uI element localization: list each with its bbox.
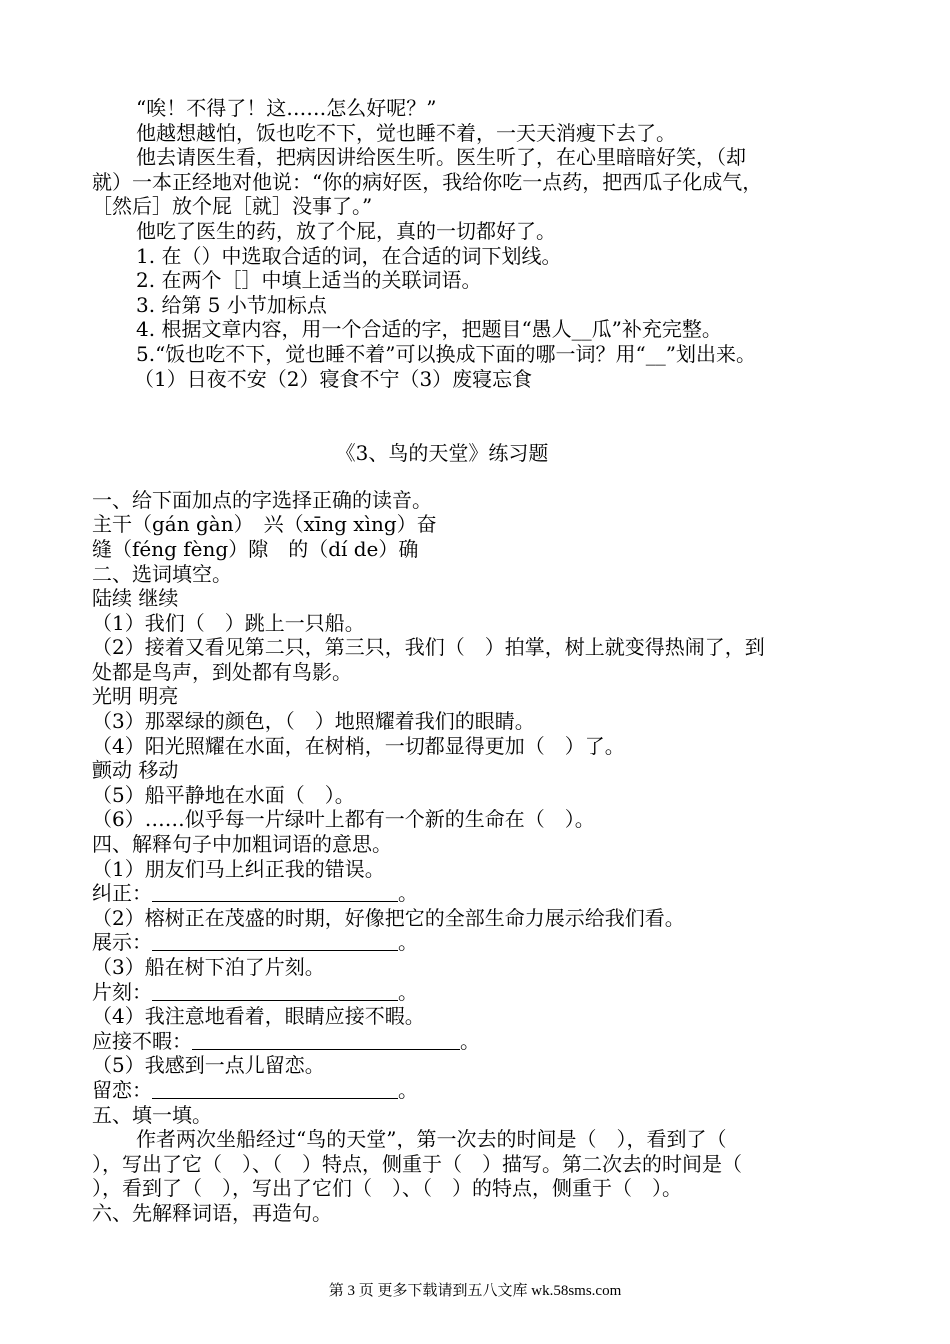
- page-footer: 第 3 页 更多下载请到五八文库 wk.58sms.com: [328, 1283, 622, 1299]
- answer-blank: [152, 932, 398, 951]
- answer-label: 应接不暇：: [92, 1028, 192, 1053]
- fill-paragraph-line: 作者两次坐船经过“鸟的天堂”，第一次去的时间是（ ），看到了（: [136, 1127, 727, 1152]
- answer-line: [92, 980, 862, 1005]
- story-line: 他吃了医生的药，放了个屁，真的一切都好了。: [136, 218, 556, 243]
- answer-period: 。: [398, 1077, 418, 1102]
- answer-period: 。: [398, 881, 418, 906]
- fill-paragraph-line: ），看到了（ ），写出了它们（ ）、（ ）的特点，侧重于（ ）。: [92, 1176, 682, 1201]
- part-heading: 四、解释句子中加粗词语的意思。: [92, 832, 392, 857]
- word-choices: 光明 明亮: [92, 684, 179, 709]
- story-line: 就）一本正经地对他说：“你的病好医，我给你吃一点药，把西瓜子化成气，: [92, 169, 763, 194]
- answer-label: 纠正：: [92, 881, 152, 906]
- answer-blank: [152, 982, 398, 1001]
- answer-line: [92, 1029, 862, 1054]
- section-title: 《3、鸟的天堂》练习题: [335, 441, 549, 466]
- document-page: [92, 96, 862, 1226]
- story-line: ［然后］放个屁［就］没事了。”: [92, 194, 373, 219]
- answer-period: 。: [460, 1028, 480, 1053]
- question-item: 5.“饭也吃不下，觉也睡不着”可以换成下面的哪一词？用“__”划出来。: [136, 341, 756, 366]
- sentence-item: （5）我感到一点儿留恋。: [92, 1053, 325, 1078]
- answer-line: [92, 1078, 862, 1103]
- pinyin-item: 主干（gán gàn） 兴（xīng xìng）奋: [92, 512, 437, 537]
- fill-item: （4）阳光照耀在水面，在树梢，一切都显得更加（ ）了。: [92, 733, 625, 758]
- story-line: 他越想越怕，饭也吃不下，觉也睡不着，一天天消瘦下去了。: [136, 120, 676, 145]
- answer-period: 。: [398, 979, 418, 1004]
- answer-blank: [152, 1080, 398, 1099]
- fill-item: （1）我们（ ）跳上一只船。: [92, 610, 365, 635]
- sentence-item: （4）我注意地看着，眼睛应接不暇。: [92, 1004, 425, 1029]
- fill-item: （6）……似乎每一片绿叶上都有一个新的生命在（ ）。: [92, 807, 595, 832]
- answer-label: 展示：: [92, 930, 152, 955]
- fill-paragraph-line: ），写出了它（ ）、（ ）特点，侧重于（ ）描写。第二次去的时间是（: [92, 1151, 742, 1176]
- answer-line: [92, 881, 862, 906]
- sentence-item: （1）朋友们马上纠正我的错误。: [92, 856, 385, 881]
- word-choices: 陆续 继续: [92, 586, 179, 611]
- sentence-item: （3）船在树下泊了片刻。: [92, 955, 325, 979]
- answer-blank: [152, 883, 398, 902]
- answer-blank: [192, 1031, 460, 1050]
- fill-item: （3）那翠绿的颜色，（ ）地照耀着我们的眼睛。: [92, 709, 535, 734]
- word-choices: 颤动 移动: [92, 758, 179, 783]
- question-item: 4. 根据文章内容，用一个合适的字，把题目“愚人__瓜”补充完整。: [136, 317, 722, 342]
- answer-line: [92, 930, 862, 955]
- question-options: （1）日夜不安（2）寝食不宁（3）废寝忘食: [134, 366, 533, 391]
- answer-label: 片刻：: [92, 979, 152, 1004]
- fill-item: （5）船平静地在水面（ ）。: [92, 782, 355, 807]
- question-item: 3. 给第 5 小节加标点: [136, 292, 327, 317]
- fill-item: （2）接着又看见第二只，第三只，我们（ ）拍掌，树上就变得热闹了，到: [92, 635, 765, 660]
- part-heading: 五、填一填。: [92, 1102, 212, 1127]
- answer-period: 。: [398, 930, 418, 955]
- question-item: 2. 在两个［］中填上适当的关联词语。: [136, 268, 482, 293]
- story-line: “唉！不得了！这……怎么好呢？”: [136, 96, 437, 120]
- part-heading: 六、先解释词语，再造句。: [92, 1200, 332, 1225]
- part-heading: 二、选词填空。: [92, 561, 232, 586]
- pinyin-item: 缝（féng fèng）隙 的（dí de）确: [92, 536, 419, 561]
- sentence-item: （2）榕树正在茂盛的时期，好像把它的全部生命力展示给我们看。: [92, 905, 685, 930]
- answer-label: 留恋：: [92, 1077, 152, 1102]
- question-item: 1. 在（）中选取合适的词，在合适的词下划线。: [136, 243, 562, 268]
- part-heading: 一、给下面加点的字选择正确的读音。: [92, 487, 432, 512]
- fill-item: 处都是鸟声，到处都有鸟影。: [92, 659, 352, 684]
- story-line: 他去请医生看，把病因讲给医生听。医生听了，在心里暗暗好笑，（却: [136, 145, 746, 170]
